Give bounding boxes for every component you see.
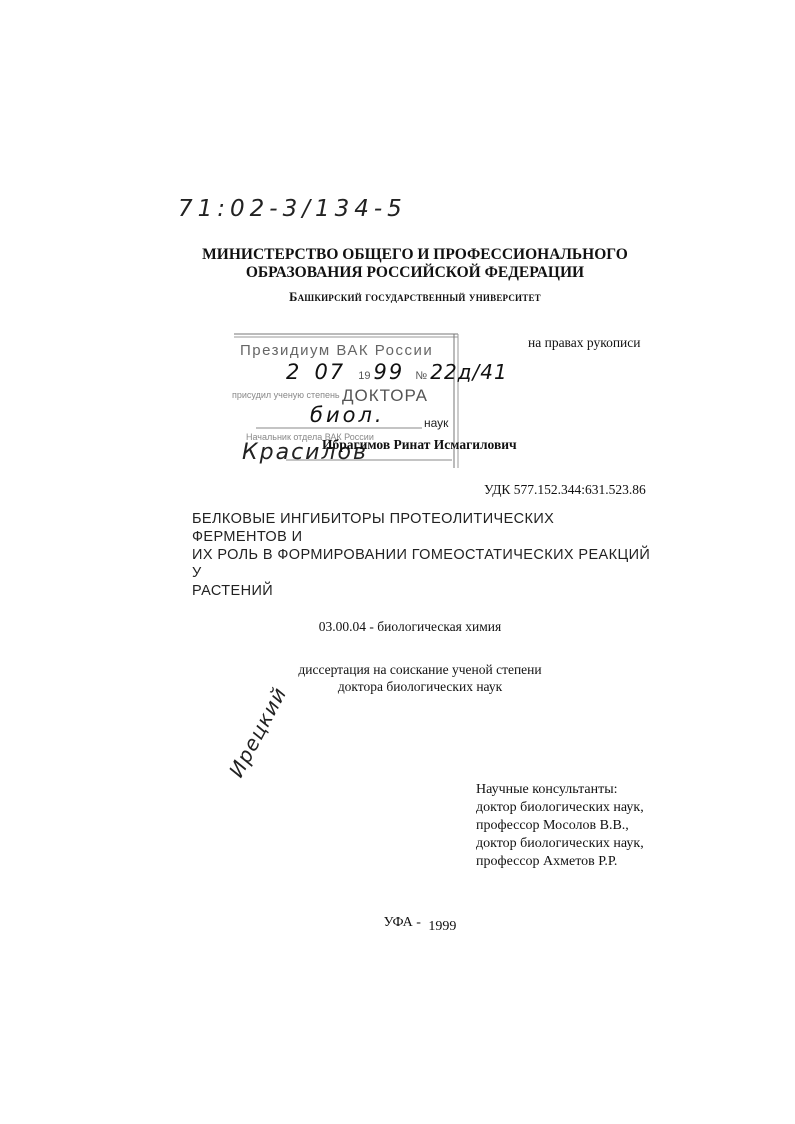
stamp-number: 22д/41 <box>430 360 508 384</box>
year: 1999 <box>428 919 457 934</box>
university-name: Башкирский государственный университет <box>289 290 541 304</box>
stamp-signature: Красилов <box>242 440 368 465</box>
city-year <box>340 915 500 934</box>
author-name: Ибрагимов Ринат Исмагилович <box>322 437 517 452</box>
archive-code: 71:02-3/134-5 <box>178 196 407 222</box>
city: УФА - <box>383 915 421 930</box>
stamp-date-row <box>286 360 508 384</box>
udk-code: УДК 577.152.344:631.523.86 <box>484 482 646 497</box>
stamp-footer: Начальник отдела ВАК России <box>246 432 374 442</box>
stamp-degree-label: присудил ученую степень <box>232 390 340 400</box>
specialty: 03.00.04 - биологическая химия <box>318 619 502 634</box>
consultant-1-name: профессор Мосолов В.В., <box>476 818 629 833</box>
title-line-1: БЕЛКОВЫЕ ИНГИБИТОРЫ ПРОТЕОЛИТИЧЕСКИХ ФЕРМЕНТОВ И <box>192 511 555 545</box>
margin-signature: Ирецкий <box>224 682 292 782</box>
stamp-field-suffix: наук <box>424 416 449 430</box>
ministry-line-1: МИНИСТЕРСТВО ОБЩЕГО И ПРОФЕССИОНАЛЬНОГО <box>202 246 628 263</box>
consultant-2-degree: доктор биологических наук, <box>476 836 644 851</box>
stamp-date-year: 99 <box>373 360 405 384</box>
stamp-date-day: 2 <box>286 360 302 384</box>
consultant-1-degree: доктор биологических наук, <box>476 800 644 815</box>
stamp-date-month: 07 <box>314 360 346 384</box>
dissertation-line-2: доктора биологических наук <box>337 679 503 694</box>
stamp-field-handwritten: биол. <box>310 403 385 427</box>
dissertation-type <box>250 661 590 695</box>
ministry-header <box>180 246 650 282</box>
scientific-consultants <box>476 781 644 871</box>
consultant-2-name: профессор Ахметов Р.Р. <box>476 854 618 869</box>
ministry-line-2: ОБРАЗОВАНИЯ РОССИЙСКОЙ ФЕДЕРАЦИИ <box>245 264 585 281</box>
title-line-2: ИХ РОЛЬ В ФОРМИРОВАНИИ ГОМЕОСТАТИЧЕСКИХ РЕАКЦИЙ У <box>192 547 651 581</box>
consultants-heading: Научные консультанты: <box>476 782 618 797</box>
rights-note: на правах рукописи <box>528 335 641 350</box>
dissertation-line-1: диссертация на соискание ученой степени <box>298 662 542 677</box>
dissertation-title <box>192 510 652 600</box>
title-line-3: РАСТЕНИЙ <box>192 583 274 599</box>
stamp-year-prefix: 19 <box>358 370 371 382</box>
stamp-degree: ДОКТОРА <box>342 386 429 405</box>
stamp-line-1: Президиум ВАК России <box>240 342 434 359</box>
stamp-number-label: № <box>415 370 428 382</box>
